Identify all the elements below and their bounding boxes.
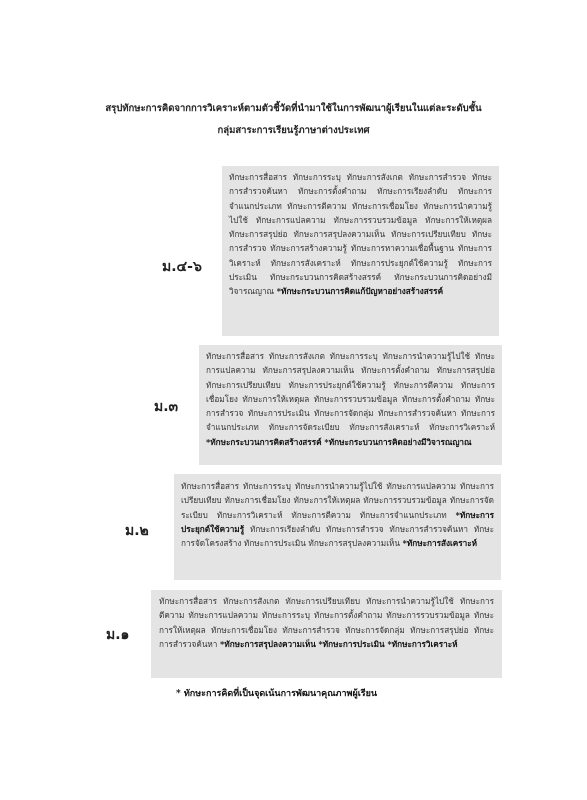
footnote: * ทักษะการคิดที่เป็นจุดเน้นการพัฒนาคุณภาพผู้เรียน — [176, 689, 378, 699]
skills-box-m3 — [199, 345, 502, 465]
level-label-m3: ม.๓ — [154, 399, 179, 415]
skills-text: ทักษะการสื่อสาร ทักษะการระบุ ทักษะการสังเกต ทักษะการสำรวจ ทักษะการสำรวจค้นหา ทักษะการตั้งคำถาม ทักษะการเรียงลำดับ ทักษะการจำแนกประเภท ทักษะการตีความ ทักษะการเชื่อมโยง ทักษะการนำความรู้ไปใช้ ทักษะการแปลความ ทักษะการรวบรวมข้อมูล ทักษะการให้เหตุผล ทักษะการสรุปย่อ ทักษะการสรุปลงความเห็น ทักษะการเปรียบเทียบ ทักษะการสำรวจ ทักษะการสร้างความรู้ ทักษะการหาความเชื่อพื้นฐาน ทักษะการวิเคราะห์ ทักษะการสังเคราะห์ ทักษะการประยุกต์ใช้ความรู้ ทักษะการประเมิน ทักษะกระบวนการคิดสร้างสรรค์ ทักษะกระบวนการคิดอย่างมีวิจารณญาณ — [229, 172, 492, 297]
skills-box-m4-6 — [222, 166, 499, 336]
highlight-skill-2: *ทักษะการสังเคราะห์ — [402, 538, 478, 549]
level-label-m1: ม.๑ — [106, 627, 130, 643]
highlight-skill-2: *ทักษะการประเมิน *ทักษะการวิเคราะห์ — [318, 638, 458, 649]
highlight-skill: *ทักษะกระบวนการคิดแก้ปัญหาอย่างสร้างสรรค์ — [276, 286, 444, 297]
page-title: สรุปทักษะการคิดจากการวิเคราะห์ตามตัวชี้วัดที่นำมาใช้ในการพัฒนาผู้เรียนในแต่ละระดับชั้น — [105, 103, 482, 114]
skills-text: ทักษะการสื่อสาร ทักษะการสังเกต ทักษะการเปรียบเทียบ ทักษะการนำความรู้ไปใช้ ทักษะการตีความ ทักษะการแปลความ ทักษะการระบุ ทักษะการตั้งคำถาม ทักษะการรวบรวมข้อมูล ทักษะการให้เหตุผล ทักษะการเชื่อมโยง ทักษะการสำรวจ ทักษะการจัดกลุ่ม ทักษะการสรุปย่อ ทักษะการสำรวจค้นหา — [159, 596, 494, 649]
level-label-m4-6: ม.๔-๖ — [162, 259, 202, 275]
skills-box-m2 — [174, 474, 501, 580]
skills-box-m1 — [151, 590, 502, 678]
skills-text: ทักษะการสื่อสาร ทักษะการระบุ ทักษะการนำความรู้ไปใช้ ทักษะการแปลความ ทักษะการเปรียบเทียบ ทักษะการเชื่อมโยง ทักษะการให้เหตุผล ทักษะการรวบรวมข้อมูล ทักษะการจัดระเบียบ ทักษะการวิเคราะห์ ทักษะการตีความ ทักษะการจำแนกประเภท — [181, 481, 494, 520]
skills-text-continued: ทักษะการเรียงลำดับ ทักษะการสำรวจ ทักษะการสำรวจค้นหา ทักษะการจัดโครงสร้าง ทักษะการประเมิน ทักษะการสรุปลงความเห็น — [181, 523, 494, 549]
page-subtitle: กลุ่มสาระการเรียนรู้ภาษาต่างประเทศ — [217, 125, 370, 136]
highlight-skill: *ทักษะการประยุกต์ใช้ความรู้ — [181, 509, 494, 534]
level-label-m2: ม.๒ — [125, 523, 149, 539]
highlight-skill: *ทักษะการสรุปลงความเห็น — [220, 638, 316, 649]
highlight-skill: *ทักษะกระบวนการคิดสร้างสรรค์ *ทักษะกระบวนการคิดอย่างมีวิจารณญาณ — [206, 436, 472, 447]
skills-text: ทักษะการสื่อสาร ทักษะการสังเกต ทักษะการระบุ ทักษะการนำความรู้ไปใช้ ทักษะการแปลความ ทักษะการสรุปลงความเห็น ทักษะการตั้งคำถาม ทักษะการสรุปย่อ ทักษะการเปรียบเทียบ ทักษะการประยุกต์ใช้ความรู้ ทักษะการตีความ ทักษะการเชื่อมโยง ทักษะการให้เหตุผล ทักษะการรวบรวมข้อมูล ทักษะการตั้งคำถาม ทักษะการสำรวจ ทักษะการประเมิน ทักษะการจัดกลุ่ม ทักษะการสำรวจค้นหา ทักษะการจำแนกประเภท ทักษะการจัดระเบียบ ทักษะการสังเคราะห์ ทักษะการวิเคราะห์ — [206, 351, 495, 433]
